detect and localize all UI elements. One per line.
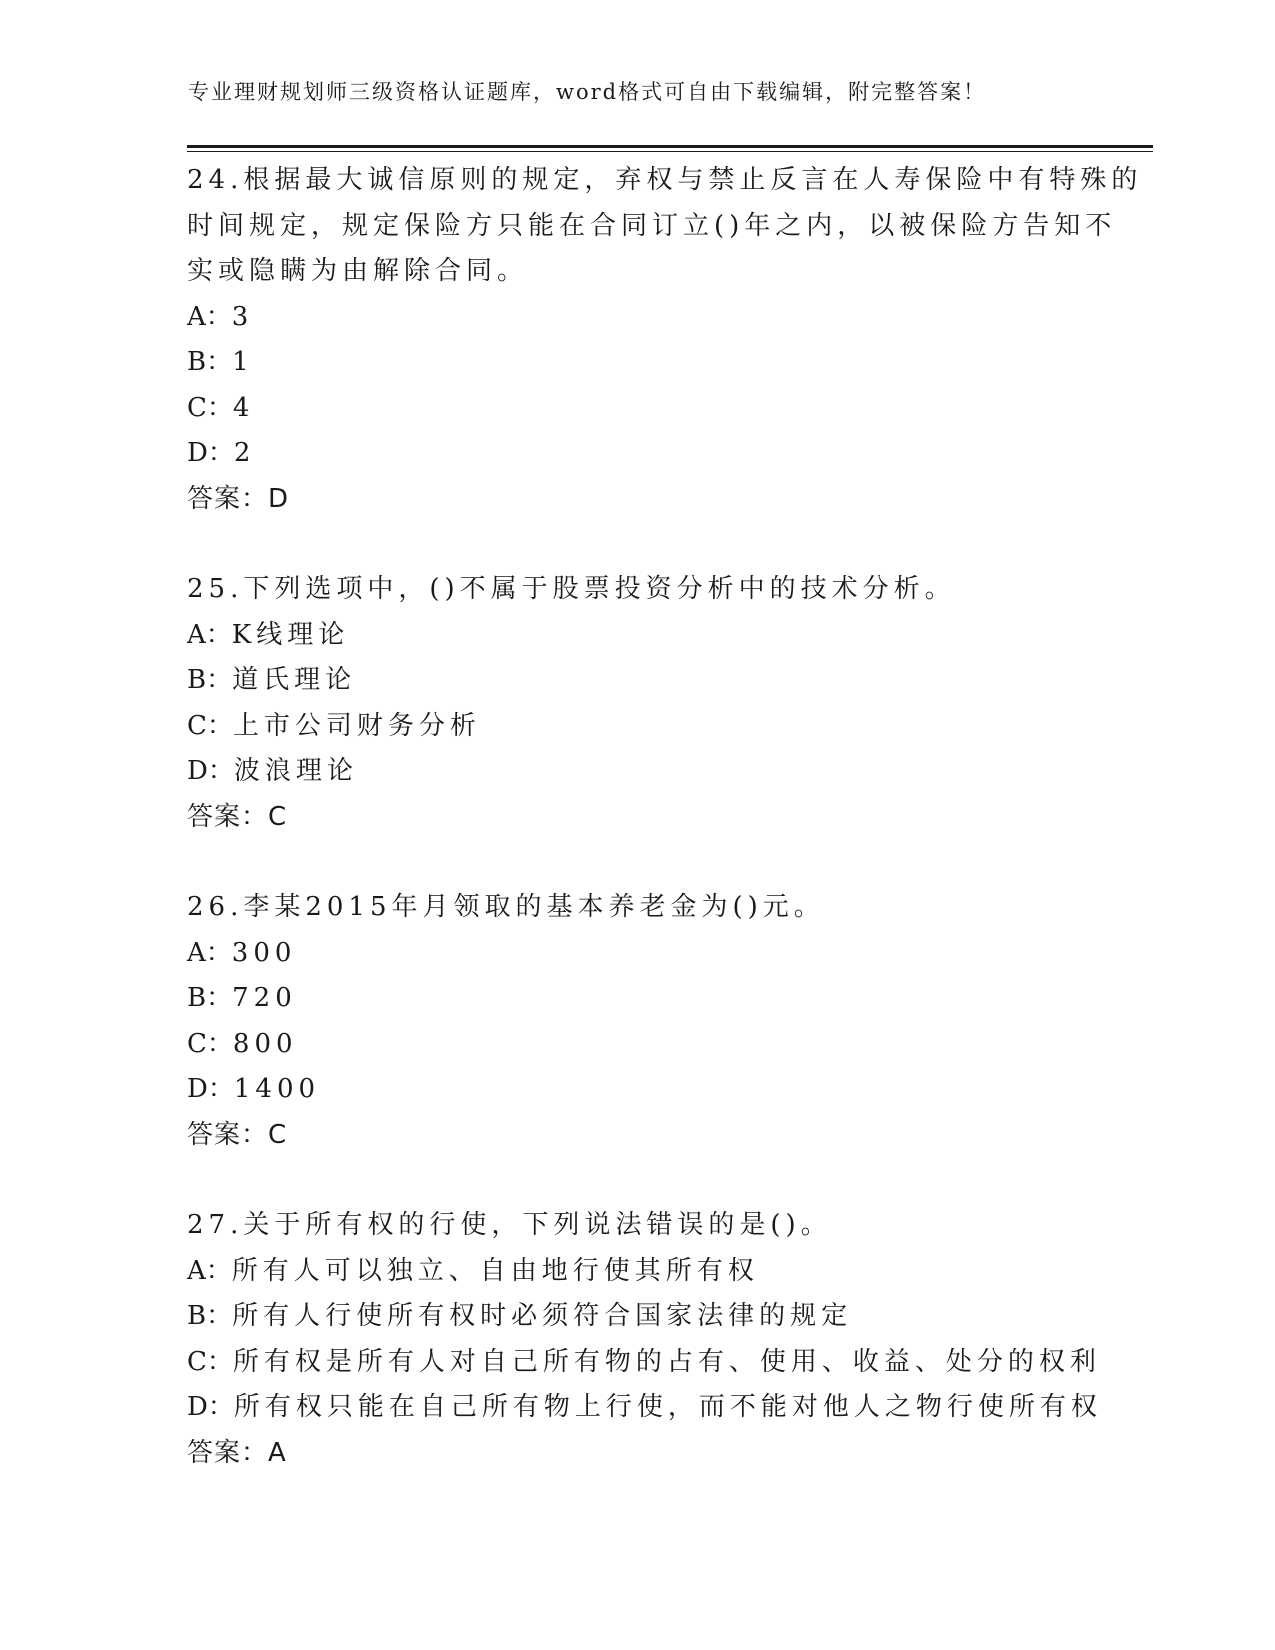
question-26 (187, 885, 1087, 1158)
option-label: B： (187, 347, 233, 377)
option-c (187, 704, 1087, 750)
option-text: 2 (233, 438, 256, 468)
answer-line: 答案：A (187, 1437, 287, 1468)
answer-line: 答案：C (187, 801, 288, 832)
option-text: 300 (231, 937, 297, 968)
option-text: 道氏理论 (232, 665, 357, 695)
option-label: C： (187, 1346, 233, 1377)
option-text: 4 (232, 392, 255, 423)
option-c (187, 1340, 1101, 1386)
question-stem-line: 24.根据最大诚信原则的规定，弃权与禁止反言在人寿保险中有特殊的 (187, 165, 1143, 195)
question-27 (187, 1203, 1102, 1476)
option-d (187, 431, 1087, 477)
question-list (187, 158, 1143, 1521)
option-label: C： (187, 1028, 233, 1059)
option-text: 800 (232, 1028, 298, 1059)
question-24 (187, 158, 1143, 522)
option-text: 3 (231, 301, 254, 332)
option-a (187, 613, 1087, 659)
option-label: D： (187, 756, 234, 786)
option-text: 所有权只能在自己所有物上行使，而不能对他人之物行使所有权 (233, 1392, 1102, 1422)
option-a (187, 295, 1087, 341)
option-text: 所有人行使所有权时必须符合国家法律的规定 (232, 1301, 853, 1331)
option-text: 所有人可以独立、自由地行使其所有权 (231, 1255, 759, 1286)
option-label: D： (187, 1392, 234, 1422)
option-label: D： (187, 438, 234, 468)
option-d (187, 1067, 1087, 1113)
option-text: 所有权是所有人对自己所有物的占有、使用、收益、处分的权利 (232, 1346, 1101, 1377)
option-label: C： (187, 710, 233, 741)
option-a (187, 1249, 1087, 1295)
option-label: A： (187, 301, 232, 332)
option-c (187, 1022, 1087, 1068)
header-rule-thick (187, 145, 1153, 148)
option-label: C： (187, 392, 233, 423)
option-label: B： (187, 665, 233, 695)
option-d (187, 749, 1087, 795)
question-stem-line: 25.下列选项中，()不属于股票投资分析中的技术分析。 (187, 574, 956, 604)
option-a (187, 931, 1087, 977)
option-label: A： (187, 937, 232, 968)
option-text: 1 (232, 347, 254, 377)
option-c (187, 386, 1087, 432)
header-rule-thin (187, 151, 1153, 152)
option-b (187, 1294, 1087, 1340)
answer-line: 答案：C (187, 1119, 288, 1150)
answer-line: 答案：D (187, 483, 290, 514)
option-text: 1400 (233, 1074, 321, 1104)
option-text: 波浪理论 (233, 756, 358, 786)
option-text: 720 (232, 983, 297, 1013)
question-stem-line: 27.关于所有权的行使，下列说法错误的是()。 (187, 1210, 832, 1240)
question-stem-line: 实或隐瞒为由解除合同。 (187, 256, 529, 286)
option-b (187, 658, 1087, 704)
question-25 (187, 567, 1087, 840)
option-label: A： (187, 619, 232, 650)
option-text: 上市公司财务分析 (232, 710, 481, 741)
option-b (187, 340, 1087, 386)
question-stem-line: 26.李某2015年月领取的基本养老金为()元。 (187, 892, 825, 922)
page-header: 专业理财规划师三级资格认证题库，word格式可自由下载编辑，附完整答案！ (188, 80, 987, 104)
option-label: D： (187, 1074, 234, 1104)
option-d (187, 1385, 1102, 1431)
option-b (187, 976, 1087, 1022)
question-stem-line: 时间规定，规定保险方只能在合同订立()年之内，以被保险方告知不 (187, 210, 1117, 241)
option-label: A： (187, 1255, 232, 1286)
option-label: B： (187, 1301, 233, 1331)
option-label: B： (187, 983, 233, 1013)
option-text: K线理论 (231, 619, 350, 650)
